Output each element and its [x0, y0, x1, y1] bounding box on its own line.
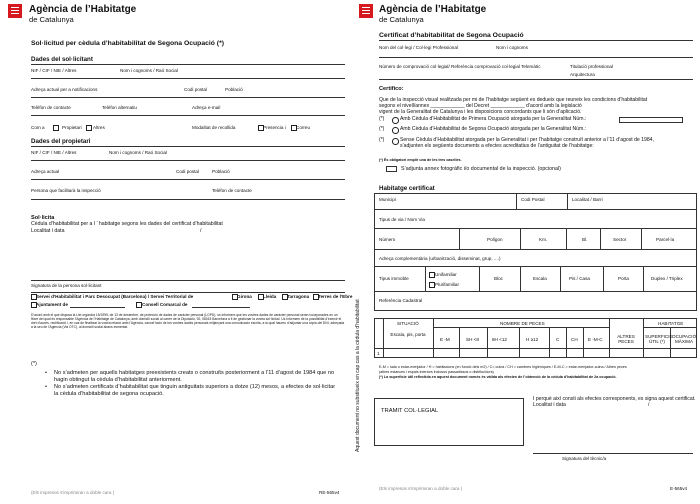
sector-field[interactable]: Sector	[613, 237, 627, 242]
service-barcelona-label: Servei d’Habitabilitat i Parc Desocupat (Barcelona) / Servei Territorial de	[36, 294, 194, 299]
divider	[583, 327, 584, 358]
note-item: • No s’admeten per aquells habitatges preexistents creats o construïts posteriorment a l’11 d’agost de 1984 que no hagin obtingut la cèdula d’habitabilitat anteriorment.	[54, 370, 338, 383]
floor-field[interactable]: Pis / Casa	[569, 276, 590, 281]
divider	[425, 266, 426, 291]
owner-field-town[interactable]: Població	[212, 169, 230, 174]
brand-subname: de Catalunya	[29, 15, 74, 24]
cadastral-reference-field[interactable]: Referència Cadastral	[379, 298, 423, 303]
consell-line	[192, 307, 250, 308]
date-separator: /	[200, 228, 202, 234]
divider	[520, 228, 521, 249]
brand-subname: de Catalunya	[379, 15, 424, 24]
divider	[487, 327, 488, 358]
divider	[549, 327, 550, 358]
photo-annex-checkbox[interactable]	[386, 166, 397, 172]
field-alt-phone[interactable]: Telèfon alternatiu	[102, 105, 137, 110]
vertical-disclaimer: Aquest document no substitueix en cap cas a la cèdula d’habitabilitat	[355, 299, 361, 452]
tarragona-label: Tarragona	[287, 294, 310, 299]
divider	[31, 199, 345, 200]
parcel-field[interactable]: Parcel·la	[656, 237, 675, 242]
consell-label: Consell Comarcal de	[142, 302, 188, 307]
duplex-field[interactable]: Duplex / Triplex	[651, 276, 683, 281]
divider	[31, 115, 345, 116]
required-mark: (*)	[379, 126, 385, 132]
legend-note: (*) La superfície útil reflectida en aquest document només és vàlida als efectes de l’obtenció de la cèdula d’habitabilitat de 2a ocupació.	[379, 375, 617, 379]
divider	[374, 266, 697, 267]
option-first-occupation: Amb Cèdula d’Habitabilitat de Primera Ocupació atorgada per la Generalitat Núm.:	[400, 116, 587, 122]
divider	[520, 266, 521, 291]
col-other-rooms: ALTRES PECES	[617, 334, 635, 345]
single-family-label: Unifamiliar	[435, 272, 457, 277]
col-useful-area: SUPERFICIE ÚTIL (*)	[645, 334, 673, 345]
certify-heading: Certifico:	[379, 86, 404, 92]
ajuntament-line	[70, 307, 125, 308]
note-mark: (*)	[31, 361, 37, 367]
legend-text: (altres estances i espais interiors inclosos passadissos o distribuïdors)	[379, 370, 494, 374]
form-title: Sol·licitud per cèdula d’habitabilitat de Segona Ocupació (*)	[31, 40, 224, 47]
radio-first-occupation[interactable]	[392, 117, 399, 124]
col-rooms-medium: 8H <12	[492, 337, 507, 342]
rooms-header: NOMBRE DE PECES	[500, 321, 545, 326]
checkbox-multi-family[interactable]	[429, 282, 435, 288]
divider	[374, 249, 697, 250]
divider	[31, 78, 345, 79]
certificate-title: Certificat d’habitabilitat de Segona Ocupació	[379, 32, 524, 39]
signature-place-date-field[interactable]: Localitat i data	[533, 402, 566, 408]
divider	[433, 318, 434, 358]
col-rooms-small: SH <8	[466, 337, 479, 342]
divider	[31, 64, 345, 65]
field-postal-code[interactable]: Codi postal	[184, 87, 207, 92]
inspection-phone-field[interactable]: Telèfon de contacte	[212, 188, 252, 193]
divider	[609, 318, 610, 358]
polygon-field[interactable]: Polígon	[487, 237, 503, 242]
col-living-dining: E -M	[440, 337, 450, 342]
note-item: • No s’admeten certificats d’habitabilitat que tinguin antiguitats superiors a dotze (12) mesos, a efectes de sol·licitar la cèdula d’habitabilitat de segona ocupació.	[54, 384, 338, 397]
as-label: Com a	[31, 125, 45, 130]
radio-without-certificate[interactable]	[392, 138, 399, 145]
divider	[567, 193, 568, 209]
divider	[643, 266, 644, 291]
divider	[519, 327, 520, 358]
checkbox-owner[interactable]	[53, 125, 59, 131]
request-heading: Sol·licita	[31, 215, 55, 221]
certify-text: segons el nivell/annex ____________ del Decret ____________ d’acord amb la legislació	[379, 103, 582, 109]
first-occupation-number-input[interactable]	[619, 117, 683, 123]
option-without-certificate: Sense Cèdula d’Habitabilitat atorgada per la Generalitat i per l’habitatge construït anterior a l’11 d’agost de 1984,	[400, 137, 654, 143]
divider	[600, 228, 601, 249]
certify-text: vigent de la Generalitat de Catalunya i les disposicions concordants que li són d’aplicació.	[379, 109, 582, 115]
field-name[interactable]: Nom i cognoms / Raó Social	[120, 68, 178, 73]
property-type-label: Tipus immoble	[379, 276, 409, 281]
door-field[interactable]: Porta	[618, 276, 629, 281]
certify-text: Que de la inspecció visual realitzada per mi de l’habitatge següent es dedueix que reuneix les condicions d’habitabilitat	[379, 97, 648, 103]
technician-name-field[interactable]: Nom i cognoms	[496, 45, 528, 50]
divider	[560, 266, 561, 291]
owner-field-nif[interactable]: NIF / CIF / NIE / Altres	[31, 150, 77, 155]
brand-name: Agència de l’Habitatge	[29, 4, 137, 15]
postal-code-field[interactable]: Codi Postal	[521, 197, 545, 202]
applicant-signature-field[interactable]: Signatura de la persona sol·licitant	[31, 283, 102, 288]
field-town[interactable]: Població	[225, 87, 243, 92]
date-separator: /	[648, 402, 650, 408]
divider	[459, 228, 460, 249]
col-kitchen: C	[556, 337, 560, 342]
col-bathrooms: CH	[571, 337, 578, 342]
street-field[interactable]: Tipus de via / Nom Via	[379, 217, 425, 222]
divider	[374, 348, 697, 349]
divider	[566, 228, 567, 249]
section-heading-owner: Dades del propietari	[31, 138, 91, 145]
required-mark: (*)	[379, 137, 385, 143]
photo-annex-label: S’adjunta annex fotogràfic i/o documental de la inspecció. (opcional)	[401, 166, 561, 172]
col-max-occupancy: OCUPACIÓ MÀXIMA	[672, 334, 697, 345]
multi-family-label: Plurifamiliar	[435, 282, 459, 287]
catalunya-logo-icon	[359, 4, 373, 18]
qualification-value: Arquitectura	[570, 72, 595, 77]
floor-door-header: Escala, pis, porta	[390, 332, 426, 337]
divider	[459, 327, 460, 358]
divider	[383, 318, 384, 358]
col-rooms-large: H ≥12	[526, 337, 539, 342]
form-code: E-565v4	[670, 486, 688, 491]
field-email[interactable]: Adreça e-mail	[192, 105, 221, 110]
college-field[interactable]: Nom del col·legi / Col·legi Professional	[379, 45, 458, 50]
inspection-contact-field[interactable]: Persona que facilitarà la inspecció	[31, 188, 101, 193]
field-address[interactable]: Adreça actual per a notificacions	[31, 87, 98, 92]
owner-field-postal-code[interactable]: Codi postal	[176, 169, 199, 174]
row-number: 1	[377, 351, 380, 356]
section-heading-dwelling: Habitatge certificat	[379, 185, 435, 192]
owner-field-name[interactable]: Nom i cognoms / Raó Social	[109, 150, 167, 155]
lleida-label: Lleida	[263, 294, 277, 299]
divider	[479, 266, 480, 291]
verification-number-field[interactable]: Número de comprovació col·legial/ Referència comprovació col·legial Telemàtic	[379, 64, 541, 69]
checkbox-single-family[interactable]	[429, 272, 435, 278]
checkbox-consell[interactable]	[136, 302, 142, 308]
mandatory-note: (*) És obligatori emplir una de les tres caselles.	[379, 158, 462, 162]
pickup-mode-label: Modalitat de recollida	[192, 125, 236, 130]
divider	[374, 228, 697, 229]
signature-line	[533, 453, 693, 454]
dwelling-header: HABITATGE	[658, 321, 684, 326]
owner-label: Propietari	[62, 125, 82, 130]
closing-statement: I perquè així consti als efectes corresponents, es signa aquest certificat.	[533, 396, 696, 402]
required-mark: (*)	[379, 116, 385, 122]
divider	[670, 327, 671, 358]
others-label: Altres	[93, 125, 105, 130]
college-stamp-label: TRAMIT COL·LEGIAL	[381, 408, 439, 414]
staircase-field[interactable]: Escala	[533, 276, 547, 281]
building-field[interactable]: Bloc	[494, 276, 503, 281]
radio-second-occupation[interactable]	[392, 127, 399, 134]
divider	[31, 160, 345, 161]
col-living-kitchen: E -M-C	[588, 337, 603, 342]
option-without-certificate: s’adjunten els següents documents a efectes acreditatius de l’antiguitat de l’habitatge:	[400, 143, 594, 149]
divider	[379, 40, 693, 41]
block-field[interactable]: Bl.	[582, 237, 588, 242]
form-code: RE-565v4	[319, 490, 340, 495]
girona-label: Girona	[237, 294, 252, 299]
divider	[31, 280, 345, 281]
college-stamp-box	[374, 398, 524, 446]
number-field[interactable]: Número	[379, 237, 396, 242]
field-phone[interactable]: Telèfon de contacte	[31, 105, 71, 110]
privacy-notice: D’acord amb el que disposa la Llei orgànica 15/1999, de 13 de desembre, de protecció de dades de caràcter personal (LOPD), us informem que les vostres dades de caràcter personal seran incorporades en un fitxer del qual és responsable l’Agència de l’Habitatge de Catalunya, amb domicili social al carrer de la Diputació, 92, 08015 Barcelona a fi de gestionar la vostra sol·licitud. Us informem de la possibilitat d’exercir el dret d’accés, rectificació i, en cas de finalitzar la vostra relació amb l’Agència, cancel·lació de les vostres dades personals mitjançant una comunicació escrita, a la qual haureu d’adjuntar una còpia del DNI, adreçada a la seu de l’Agència (Via OTC), al domicili social abans esmentat.	[31, 313, 345, 329]
municipality-field[interactable]: Municipi	[379, 197, 396, 202]
divider	[374, 291, 697, 292]
divider	[379, 79, 693, 80]
place-date-field[interactable]: Localitat i data	[31, 228, 65, 234]
qualification-label: Titulació professional	[570, 64, 613, 69]
section-heading-applicant: Dades del sol·licitant	[31, 56, 93, 63]
address-complement-field[interactable]: Adreça complementària (urbanització, disseminat, grup, ....)	[379, 256, 501, 261]
divider	[379, 57, 693, 58]
divider	[516, 193, 517, 209]
divider	[31, 146, 345, 147]
divider	[374, 209, 697, 210]
in-person-label: Presencia i	[263, 125, 286, 130]
terres-ebre-label: Terres de l’Ebre	[318, 294, 353, 299]
mail-label: Correu	[296, 125, 311, 130]
technician-signature-label: Signatura del tècnic/a	[562, 456, 607, 461]
ajuntament-label: Ajuntament de	[36, 302, 68, 307]
divider	[566, 327, 567, 358]
locality-field[interactable]: Localitat / Barri	[572, 197, 603, 202]
dwelling-grid	[374, 193, 697, 311]
field-nif[interactable]: NIF / CIF / NIE / Altres	[31, 68, 77, 73]
owner-field-address[interactable]: Adreça actual	[31, 169, 60, 174]
request-text: Cèdula d’habitabilitat per a l ’ habitatge segons les dades del certificat d’habitabilitat	[31, 221, 223, 227]
situation-header: SITUACIÓ	[397, 321, 419, 326]
divider	[643, 318, 644, 358]
legend-text: E-M = sala o estar-menjador / H = habitacions (en funció dels m2) / C= cuina / CH = cambres higièniques / E-M-C = estar-menjador-cuina / Altres peces	[379, 365, 627, 369]
catalunya-logo-icon	[8, 4, 22, 18]
divider	[31, 179, 345, 180]
checkbox-others[interactable]	[86, 125, 92, 131]
brand-name: Agència de l’Habitatge	[379, 4, 487, 15]
print-note: (Els impresos s’imprimiran a doble cara )	[379, 486, 463, 491]
option-second-occupation: Amb Cèdula d’Habitabilitat de Segona Ocupació atorgada per la Generalitat Núm.:	[400, 126, 587, 132]
km-field[interactable]: Km.	[539, 237, 548, 242]
divider	[31, 292, 345, 293]
divider	[31, 97, 345, 98]
divider	[641, 228, 642, 249]
divider	[603, 266, 604, 291]
print-note: (Els impresos s’imprimiran a doble cara )	[31, 490, 115, 495]
